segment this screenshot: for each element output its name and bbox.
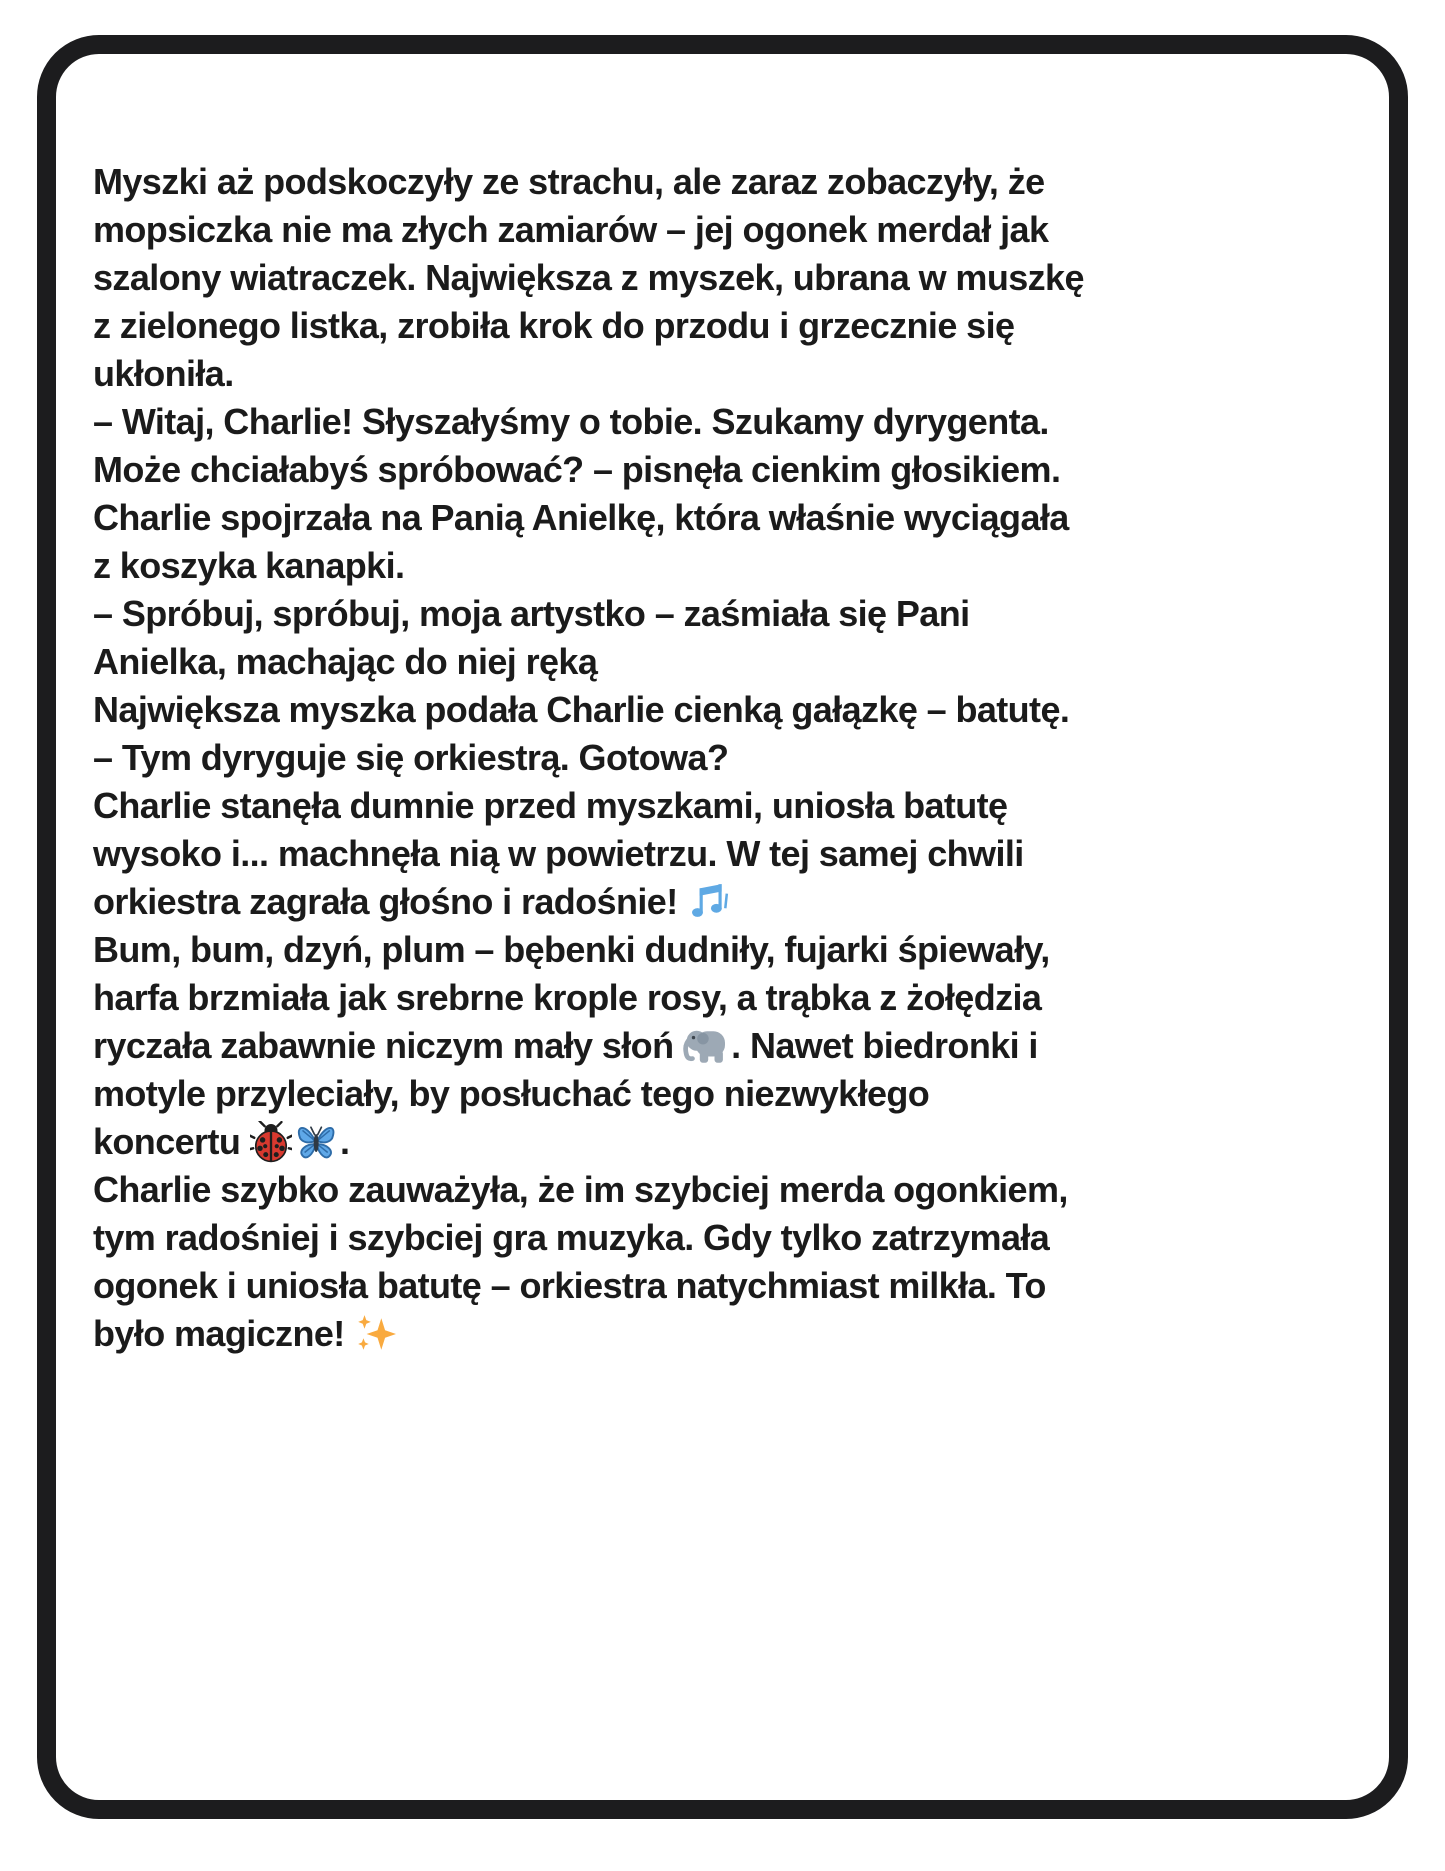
story-line: [93, 590, 1349, 638]
story-text-segment: Charlie stanęła dumnie przed myszkami, uniosła batutę: [93, 785, 1008, 826]
story-text-segment: wysoko i... machnęła nią w powietrzu. W tej samej chwili: [93, 833, 1024, 874]
story-text-segment: mopsiczka nie ma złych zamiarów – jej ogonek merdał jak: [93, 209, 1049, 250]
story-line: [93, 782, 1349, 830]
story-text-segment: – Tym dyryguje się orkiestrą. Gotowa?: [93, 737, 729, 778]
story-text: [56, 54, 1389, 1358]
story-line: [93, 686, 1349, 734]
story-text-segment: – Spróbuj, spróbuj, moja artystko – zaśmiała się Pani: [93, 593, 970, 634]
story-line: [93, 878, 1349, 926]
story-line: [93, 734, 1349, 782]
story-line: [93, 158, 1349, 206]
story-text-segment: szalony wiatraczek. Największa z myszek, ubrana w muszkę: [93, 257, 1084, 298]
story-text-segment: tym radośniej i szybciej gra muzyka. Gdy tylko zatrzymała: [93, 1217, 1050, 1258]
sparkles-icon: [354, 1313, 396, 1355]
story-line: [93, 1070, 1349, 1118]
story-text-segment: z koszyka kanapki.: [93, 545, 405, 586]
story-text-segment: Anielka, machając do niej ręką: [93, 641, 598, 682]
story-text-segment: z zielonego listka, zrobiła krok do przodu i grzecznie się: [93, 305, 1015, 346]
elephant-icon: [683, 1025, 731, 1067]
story-line: [93, 926, 1349, 974]
story-text-segment: Myszki aż podskoczyły ze strachu, ale zaraz zobaczyły, że: [93, 161, 1045, 202]
story-text-segment: Bum, bum, dzyń, plum – bębenki dudniły, fujarki śpiewały,: [93, 929, 1050, 970]
story-text-segment: orkiestra zagrała głośno i radośnie!: [93, 881, 687, 922]
story-text-segment: Największa myszka podała Charlie cienką gałązkę – batutę.: [93, 689, 1070, 730]
story-line: [93, 494, 1349, 542]
story-line: [93, 206, 1349, 254]
butterfly-icon: [292, 1121, 340, 1163]
story-line: [93, 1166, 1349, 1214]
story-text-segment: Charlie spojrzała na Panią Anielkę, która właśnie wyciągała: [93, 497, 1069, 538]
story-text-segment: Może chciałabyś spróbować? – pisnęła cienkim głosikiem.: [93, 449, 1061, 490]
story-line: [93, 1214, 1349, 1262]
story-text-segment: – Witaj, Charlie! Słyszałyśmy o tobie. Szukamy dyrygenta.: [93, 401, 1049, 442]
story-text-segment: .: [339, 1121, 350, 1162]
story-text-segment: ogonek i uniosła batutę – orkiestra natychmiast milkła. To: [93, 1265, 1046, 1306]
story-line: [93, 974, 1349, 1022]
story-line: [93, 830, 1349, 878]
story-line: [93, 1262, 1349, 1310]
story-text-segment: ukłoniła.: [93, 353, 234, 394]
story-text-segment: . Nawet biedronki i: [731, 1025, 1038, 1066]
ladybug-icon: [250, 1121, 292, 1163]
story-line: [93, 446, 1349, 494]
story-card: [37, 35, 1408, 1819]
story-line: [93, 350, 1349, 398]
story-line: [93, 254, 1349, 302]
story-text-segment: ryczała zabawnie niczym mały słoń: [93, 1025, 683, 1066]
story-line: [93, 302, 1349, 350]
story-line: [93, 1118, 1349, 1166]
story-line: [93, 1310, 1349, 1358]
musical-notes-icon: [687, 881, 729, 923]
story-text-segment: harfa brzmiała jak srebrne krople rosy, a trąbka z żołędzia: [93, 977, 1042, 1018]
story-line: [93, 542, 1349, 590]
story-text-segment: koncertu: [93, 1121, 250, 1162]
story-line: [93, 398, 1349, 446]
story-line: [93, 1022, 1349, 1070]
story-text-segment: Charlie szybko zauważyła, że im szybciej merda ogonkiem,: [93, 1169, 1068, 1210]
story-text-segment: motyle przyleciały, by posłuchać tego niezwykłego: [93, 1073, 930, 1114]
story-line: [93, 638, 1349, 686]
story-text-segment: było magiczne!: [93, 1313, 355, 1354]
